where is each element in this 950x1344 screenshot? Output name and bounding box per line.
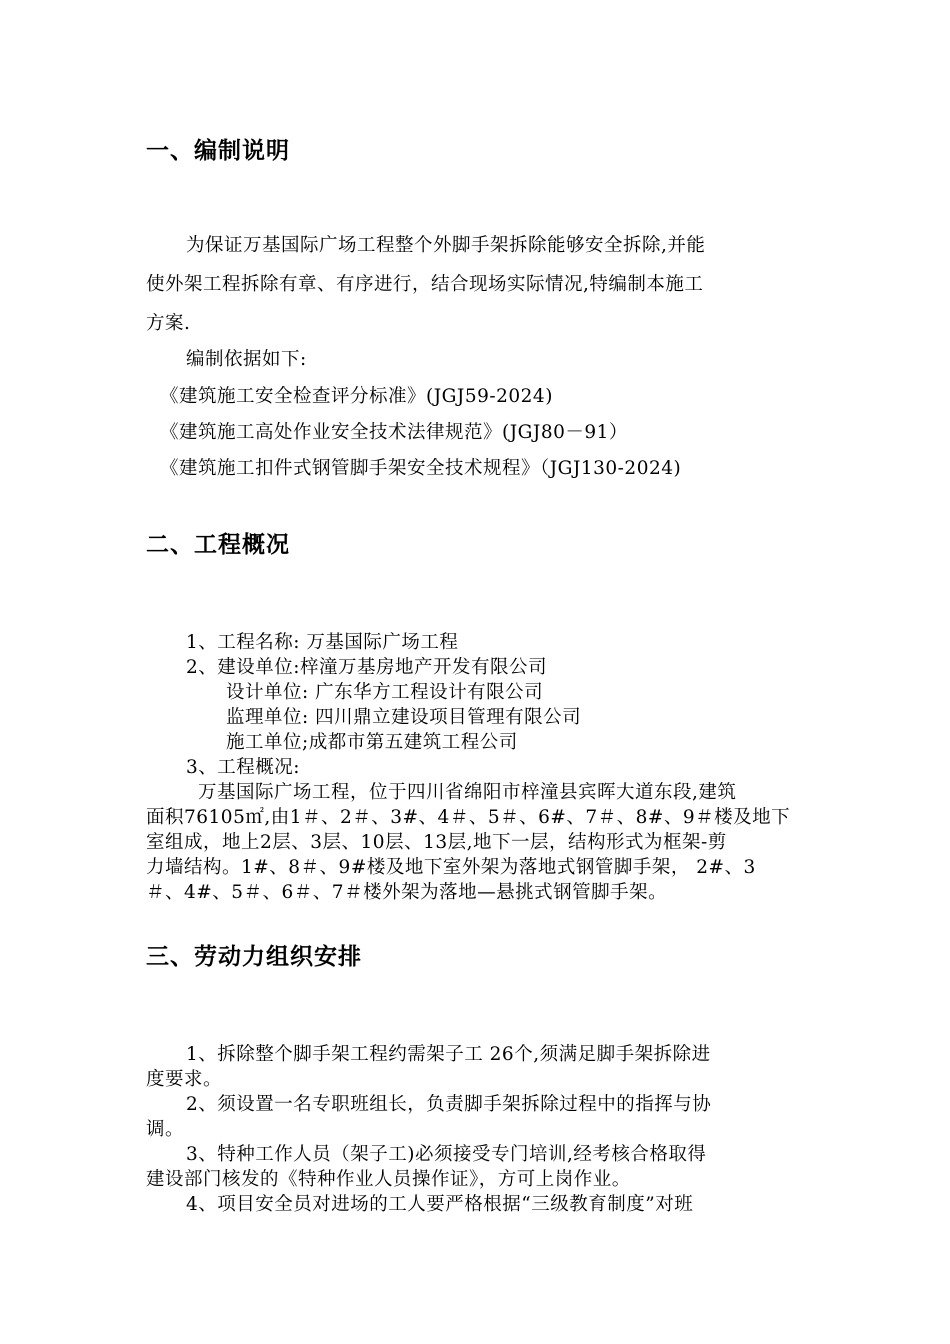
basis-item: 《建筑施工扣件式钢管脚手架安全技术规程》（JGJ130-2024) xyxy=(160,458,682,479)
overview-line: 室组成，地上2层、3层、10层、13层,地下一层，结构形式为框架-剪 xyxy=(146,832,727,853)
project-info-item: 1、工程名称: 万基国际广场工程 xyxy=(186,632,459,653)
project-info-item: 设计单位: 广东华方工程设计有限公司 xyxy=(226,682,544,703)
project-info-item: 2、建设单位:梓潼万基房地产开发有限公司 xyxy=(186,657,548,678)
labor-line: 建设部门核发的《特种作业人员操作证》，方可上岗作业。 xyxy=(146,1169,631,1190)
project-info-item: 3、工程概况: xyxy=(186,757,301,778)
basis-item: 《建筑施工高处作业安全技术法律规范》(JGJ80－91） xyxy=(160,422,628,443)
paragraph-line: 使外架工程拆除有章、有序进行，结合现场实际情况,特编制本施工 xyxy=(146,274,704,295)
paragraph-line: 为保证万基国际广场工程整个外脚手架拆除能够安全拆除,并能 xyxy=(186,235,706,256)
labor-line: 调。 xyxy=(146,1119,185,1140)
section-heading-2: 二、工程概况 xyxy=(146,532,290,558)
overview-line: ＃、4#、5＃、6＃、7＃楼外架为落地—悬挑式钢管脚手架。 xyxy=(146,882,668,903)
labor-line: 4、项目安全员对进场的工人要严格根据“三级教育制度”对班 xyxy=(186,1194,694,1215)
paragraph-line: 方案. xyxy=(146,313,191,334)
overview-line: 万基国际广场工程，位于四川省绵阳市梓潼县宾晖大道东段,建筑 xyxy=(198,782,737,803)
section-heading-1: 一、编制说明 xyxy=(146,138,290,164)
project-info-item: 施工单位;成都市第五建筑工程公司 xyxy=(226,732,518,753)
project-info-item: 监理单位: 四川鼎立建设项目管理有限公司 xyxy=(226,707,582,728)
overview-line: 面积76105㎡,由1＃、2＃、3#、4＃、5＃、6#、7＃、8#、9＃楼及地下 xyxy=(146,807,791,828)
section-heading-3: 三、劳动力组织安排 xyxy=(146,944,362,970)
labor-line: 2、须设置一名专职班组长，负责脚手架拆除过程中的指挥与协 xyxy=(186,1094,712,1115)
labor-line: 1、拆除整个脚手架工程约需架子工 26个,须满足脚手架拆除进 xyxy=(186,1044,711,1065)
basis-item: 《建筑施工安全检查评分标准》(JGJ59-2024) xyxy=(160,386,553,407)
overview-line: 力墙结构。1#、8＃、9#楼及地下室外架为落地式钢管脚手架， 2#、3 xyxy=(146,857,756,878)
basis-label: 编制依据如下: xyxy=(186,349,307,370)
labor-line: 3、特种工作人员（架子工)必须接受专门培训,经考核合格取得 xyxy=(186,1144,707,1165)
labor-line: 度要求。 xyxy=(146,1069,223,1090)
